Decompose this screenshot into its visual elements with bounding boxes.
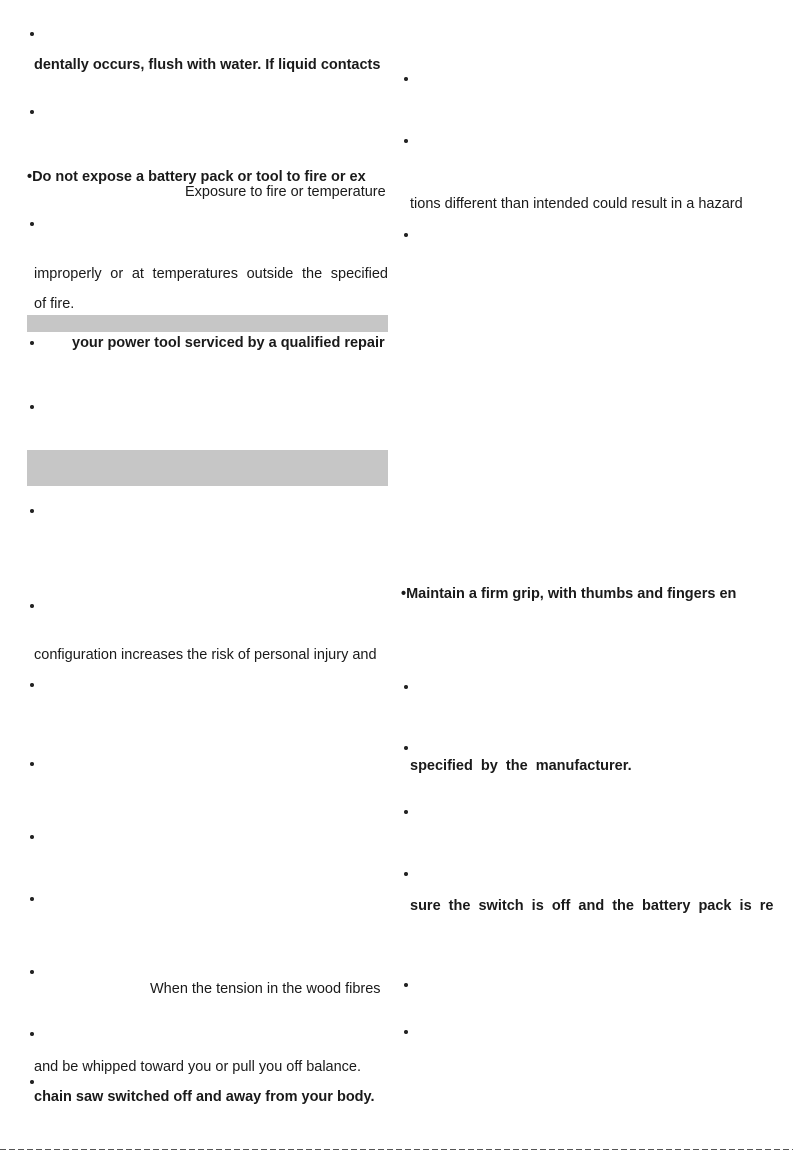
text-line: configuration increases the risk of personal injury and (34, 647, 377, 663)
warning-heading: sure the switch is off and the battery pack is re (410, 898, 774, 914)
bullet (30, 835, 34, 839)
bullet (30, 405, 34, 409)
bullet (404, 139, 408, 143)
bullet (404, 983, 408, 987)
page-bottom-rule (0, 1149, 793, 1150)
bullet (30, 762, 34, 766)
bullet (30, 683, 34, 687)
bullet (404, 685, 408, 689)
bullet (30, 970, 34, 974)
warning-heading: chain saw switched off and away from your body. (34, 1089, 375, 1105)
bullet (30, 509, 34, 513)
bullet (404, 77, 408, 81)
text-line: improperly or at temperatures outside the specified (34, 266, 388, 282)
text-line: and be whipped toward you or pull you off balance. (34, 1059, 362, 1075)
bullet (404, 746, 408, 750)
bullet (30, 341, 34, 345)
bullet (404, 872, 408, 876)
bullet (404, 810, 408, 814)
bullet (30, 604, 34, 608)
bullet (30, 1080, 34, 1084)
bullet (404, 233, 408, 237)
warning-heading: •Maintain a firm grip, with thumbs and fingers en (401, 586, 737, 602)
text-line: tions different than intended could result in a hazard (410, 196, 743, 212)
warning-heading: your power tool serviced by a qualified repair (72, 335, 385, 351)
bullet (30, 897, 34, 901)
text-line: When the tension in the wood fibres (150, 981, 381, 997)
bullet (30, 1032, 34, 1036)
bullet (30, 32, 34, 36)
bullet (404, 1030, 408, 1034)
text-line: Exposure to fire or temperature (185, 184, 386, 200)
bullet (30, 110, 34, 114)
section-header-bar (27, 450, 388, 486)
text-line: of fire. (34, 296, 75, 312)
section-header-bar (27, 315, 388, 332)
text-line: dentally occurs, flush with water. If liquid contacts (34, 57, 381, 73)
warning-heading: •Do not expose a battery pack or tool to fire or ex (27, 169, 366, 185)
warning-heading: specified by the manufacturer. (410, 758, 632, 774)
bullet (30, 222, 34, 226)
